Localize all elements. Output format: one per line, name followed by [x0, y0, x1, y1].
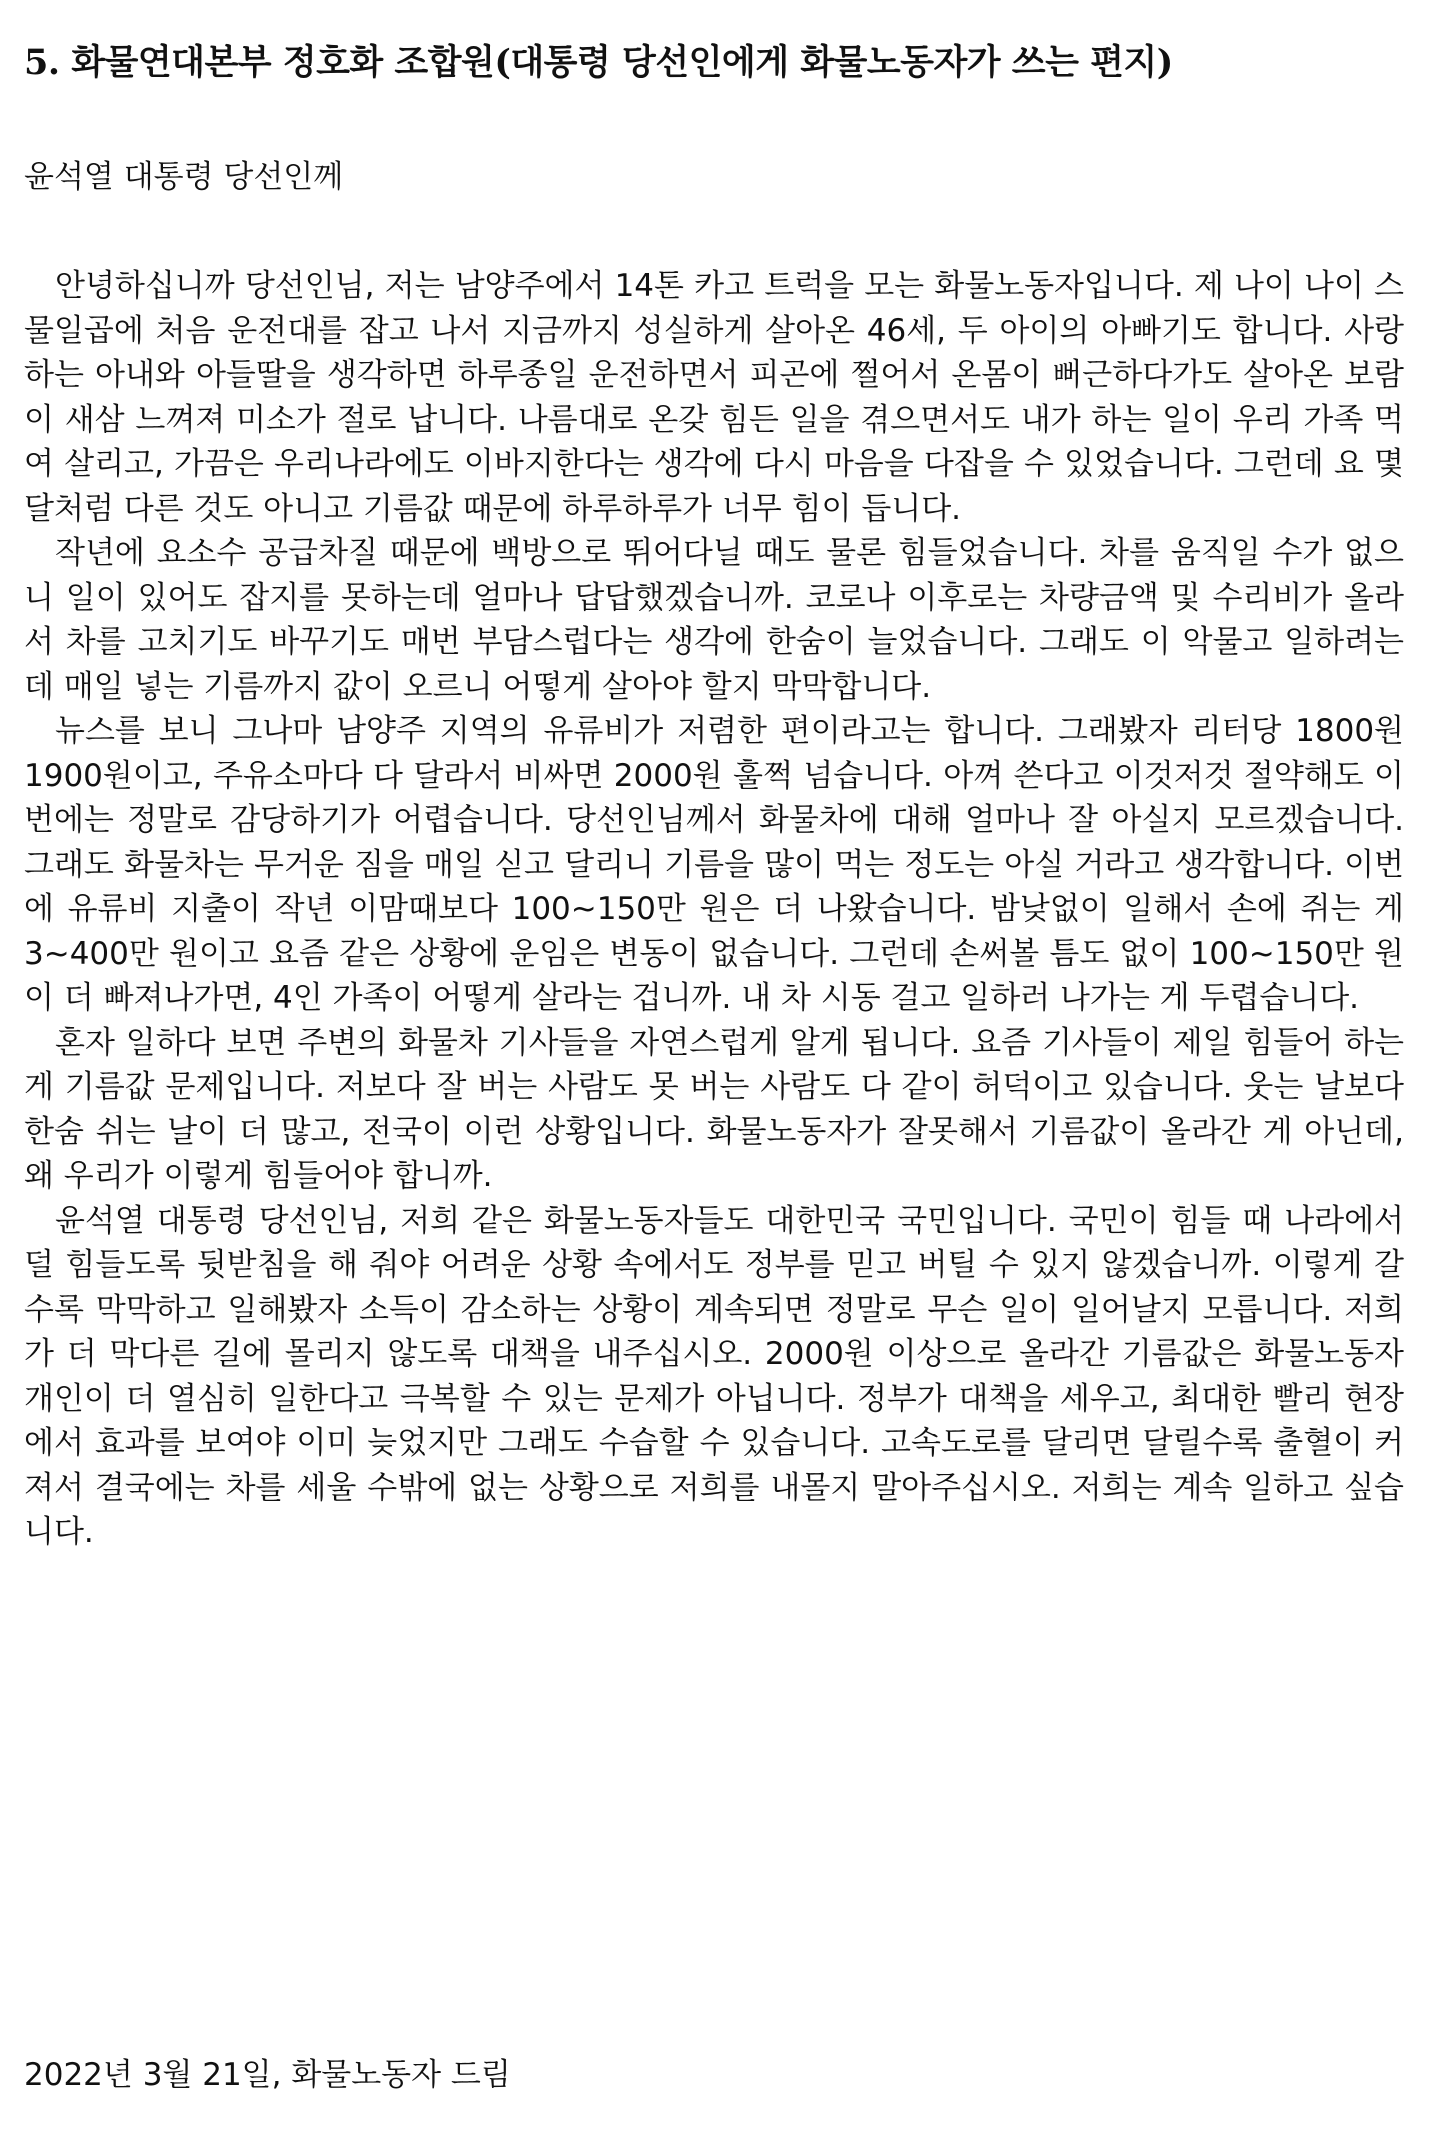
paragraph: 작년에 요소수 공급차질 때문에 백방으로 뛰어다닐 때도 물론 힘들었습니다. 차를 움직일 수가 없으니 일이 있어도 잡지를 못하는데 얼마나 답답했겠습니까. 코로나 이후로는 차량금액 및 수리비가 올라서 차를 고치기도 바꾸기도 매번 부담스럽다는 생각에 한숨이 늘었습니다. 그래도 이 악물고 일하려는데 매일 넣는 기름까지 값이 오르니 어떻게 살아야 할지 막막합니다.	[24, 535, 1404, 705]
paragraph: 뉴스를 보니 그나마 남양주 지역의 유류비가 저렴한 편이라고는 합니다. 그래봤자 리터당 1800원 1900원이고, 주유소마다 다 달라서 비싸면 2000원 훌쩍 넘습니다. 아껴 쓴다고 이것저것 절약해도 이번에는 정말로 감당하기가 어렵습니다. 당선인님께서 화물차에 대해 얼마나 잘 아실지 모르겠습니다. 그래도 화물차는 무거운 짐을 매일 싣고 달리니 기름을 많이 먹는 정도는 아실 거라고 생각합니다. 이번에 유류비 지출이 작년 이맘때보다 100~150만 원은 더 나왔습니다. 밤낮없이 일해서 손에 쥐는 게 3~400만 원이고 요즘 같은 상황에 운임은 변동이 없습니다. 그런데 손써볼 틈도 없이 100~150만 원이 더 빠져나가면, 4인 가족이 어떻게 살라는 겁니까. 내 차 시동 걸고 일하러 나가는 게 두렵습니다.	[24, 713, 1404, 1016]
paragraph: 윤석열 대통령 당선인님, 저희 같은 화물노동자들도 대한민국 국민입니다. 국민이 힘들 때 나라에서 덜 힘들도록 뒷받침을 해 줘야 어려운 상황 속에서도 정부를 믿고 버틸 수 있지 않겠습니까. 이렇게 갈수록 막막하고 일해봤자 소득이 감소하는 상황이 계속되면 정말로 무슨 일이 일어날지 모릅니다. 저희가 더 막다른 길에 몰리지 않도록 대책을 내주십시오. 2000원 이상으로 올라간 기름값은 화물노동자 개인이 더 열심히 일한다고 극복할 수 있는 문제가 아닙니다. 정부가 대책을 세우고, 최대한 빨리 현장에서 효과를 보여야 이미 늦었지만 그래도 수습할 수 있습니다. 고속도로를 달리면 달릴수록 출혈이 커져서 결국에는 차를 세울 수밖에 없는 상황으로 저희를 내몰지 말아주십시오. 저희는 계속 일하고 싶습니다.	[24, 1202, 1404, 1550]
letter-body	[24, 264, 1404, 1555]
signoff: 2022년 3월 21일, 화물노동자 드림	[24, 2057, 511, 2093]
salutation: 윤석열 대통령 당선인께	[24, 159, 344, 195]
page-title: 5. 화물연대본부 정호화 조합원(대통령 당선인에게 화물노동자가 쓰는 편지)	[24, 42, 1173, 83]
paragraph: 혼자 일하다 보면 주변의 화물차 기사들을 자연스럽게 알게 됩니다. 요즘 기사들이 제일 힘들어 하는 게 기름값 문제입니다. 저보다 잘 버는 사람도 못 버는 사람도 다 같이 허덕이고 있습니다. 웃는 날보다 한숨 쉬는 날이 더 많고, 전국이 이런 상황입니다. 화물노동자가 잘못해서 기름값이 올라간 게 아닌데, 왜 우리가 이렇게 힘들어야 합니까.	[24, 1024, 1404, 1194]
paragraph: 안녕하십니까 당선인님, 저는 남양주에서 14톤 카고 트럭을 모는 화물노동자입니다. 제 나이 나이 스물일곱에 처음 운전대를 잡고 나서 지금까지 성실하게 살아온 46세, 두 아이의 아빠기도 합니다. 사랑하는 아내와 아들딸을 생각하면 하루종일 운전하면서 피곤에 쩔어서 온몸이 뻐근하다가도 살아온 보람이 새삼 느껴져 미소가 절로 납니다. 나름대로 온갖 힘든 일을 겪으면서도 내가 하는 일이 우리 가족 먹여 살리고, 가끔은 우리나라에도 이바지한다는 생각에 다시 마음을 다잡을 수 있었습니다. 그런데 요 몇 달처럼 다른 것도 아니고 기름값 때문에 하루하루가 너무 힘이 듭니다.	[24, 268, 1404, 527]
